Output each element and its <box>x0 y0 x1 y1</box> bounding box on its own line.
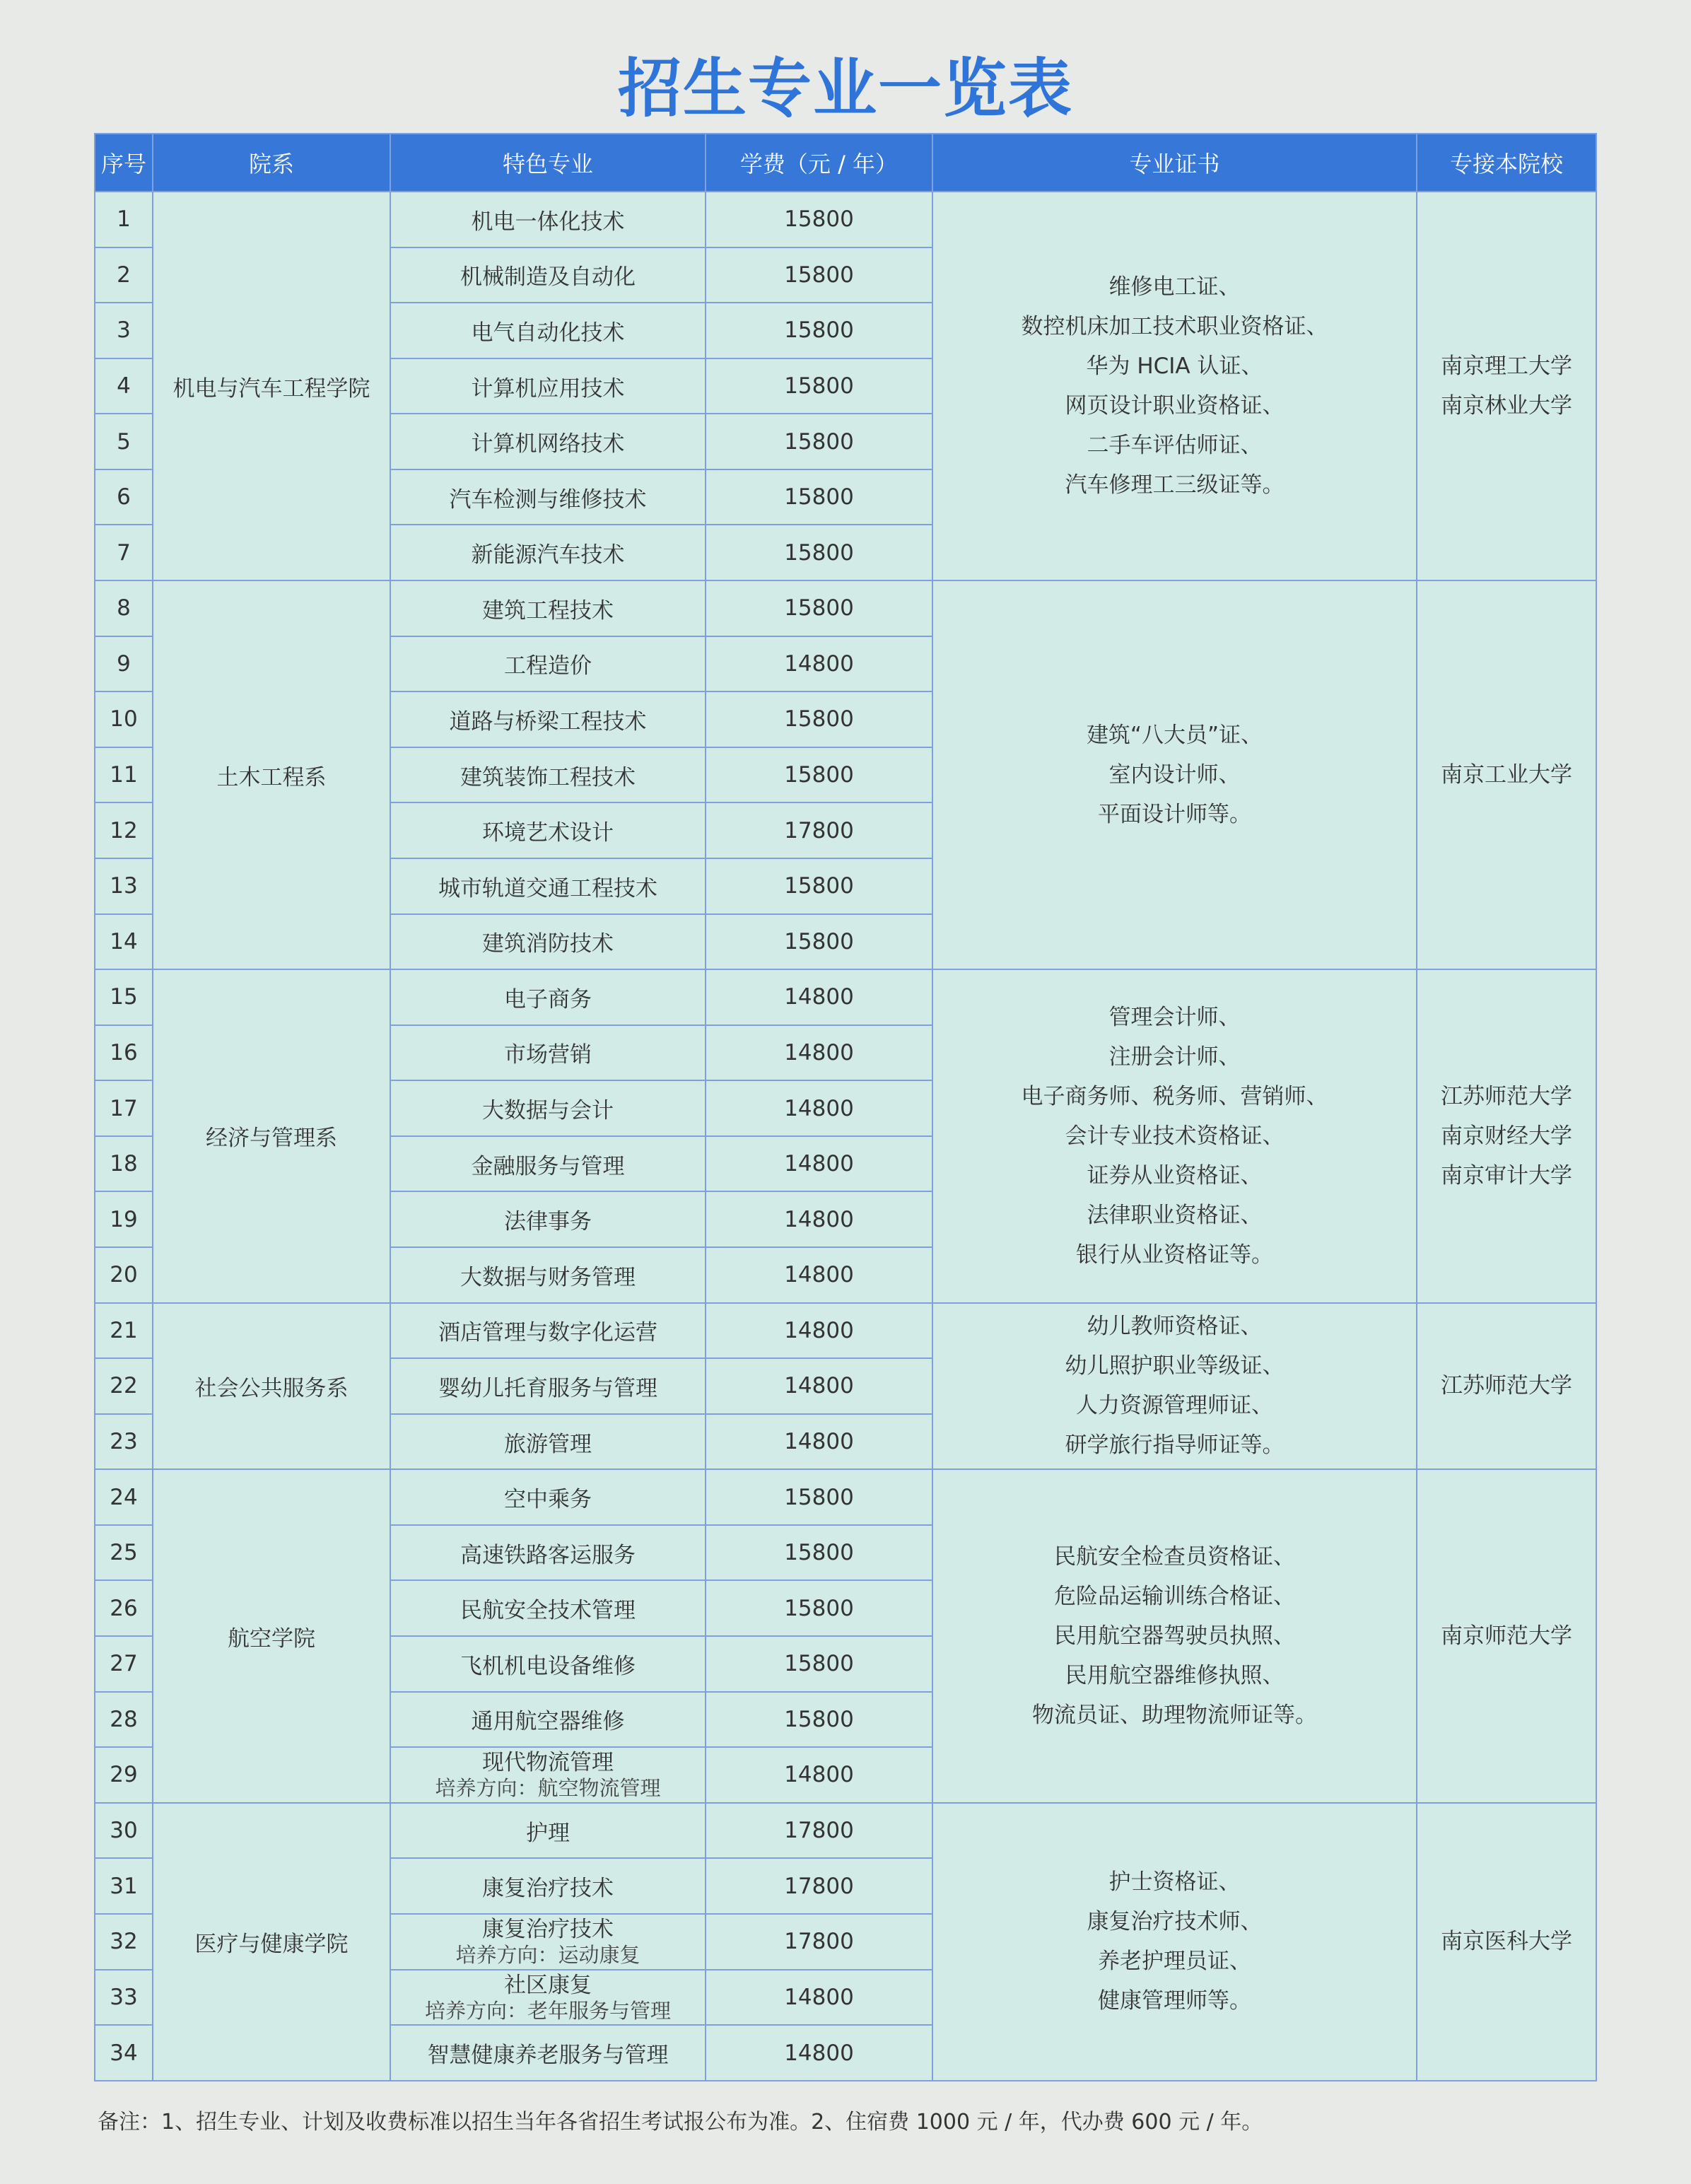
major-cell: 机电一体化技术 <box>390 192 706 247</box>
certificate-line: 研学旅行指导师证等。 <box>1065 1432 1285 1459</box>
university-name: 南京财经大学 <box>1441 1123 1572 1149</box>
fee-cell: 14800 <box>706 1970 932 2026</box>
fee-cell: 15800 <box>706 358 932 414</box>
university-name: 南京审计大学 <box>1441 1162 1572 1189</box>
fee-cell: 15800 <box>706 1580 932 1636</box>
major-cell <box>390 1970 706 2026</box>
certificate-line: 康复治疗技术师、 <box>1087 1909 1263 1935</box>
major-cell: 民航安全技术管理 <box>390 1580 706 1636</box>
major-cell: 智慧健康养老服务与管理 <box>390 2025 706 2081</box>
row-index: 33 <box>95 1970 153 2026</box>
major-cell: 建筑工程技术 <box>390 580 706 636</box>
certificate-line: 二手车评估师证、 <box>1087 433 1263 459</box>
certificate-line: 物流员证、助理物流师证等。 <box>1032 1703 1317 1729</box>
certificates-cell <box>932 1803 1417 2081</box>
university-name: 南京医科大学 <box>1441 1929 1572 1955</box>
header-major: 特色专业 <box>390 134 706 192</box>
row-index: 12 <box>95 802 153 858</box>
page-title: 招生专业一览表 <box>618 51 1073 126</box>
certificate-line: 幼儿照护职业等级证、 <box>1065 1353 1285 1379</box>
major-cell <box>390 1914 706 1970</box>
major-cell: 飞机机电设备维修 <box>390 1636 706 1692</box>
fee-cell: 15800 <box>706 192 932 247</box>
certificate-line: 民航安全检查员资格证、 <box>1054 1544 1295 1570</box>
row-index: 29 <box>95 1747 153 1803</box>
row-index: 19 <box>95 1191 153 1247</box>
certificate-line: 建筑“八大员”证、 <box>1086 723 1263 749</box>
fee-cell: 14800 <box>706 2025 932 2081</box>
row-index: 28 <box>95 1692 153 1748</box>
header-department: 院系 <box>153 134 390 192</box>
table-row <box>95 1803 1596 1859</box>
table-row <box>95 1469 1596 1525</box>
row-index: 25 <box>95 1525 153 1581</box>
row-index: 2 <box>95 247 153 303</box>
major-cell: 旅游管理 <box>390 1414 706 1470</box>
row-index: 9 <box>95 636 153 692</box>
certificate-line: 华为 HCIA 认证、 <box>1086 354 1263 380</box>
header-fee: 学费（元 / 年） <box>706 134 932 192</box>
major-cell: 大数据与财务管理 <box>390 1247 706 1303</box>
row-index: 27 <box>95 1636 153 1692</box>
department-cell: 社会公共服务系 <box>153 1303 390 1470</box>
fee-cell: 17800 <box>706 1858 932 1914</box>
university-name: 南京理工大学 <box>1441 354 1572 380</box>
row-index: 11 <box>95 747 153 803</box>
major-name: 社区康复 <box>504 1972 592 1998</box>
certificate-line: 证券从业资格证、 <box>1087 1162 1263 1189</box>
major-cell: 法律事务 <box>390 1191 706 1247</box>
major-direction: 培养方向：老年服务与管理 <box>424 1998 671 2023</box>
certificate-line: 民用航空器驾驶员执照、 <box>1054 1623 1295 1649</box>
row-index: 30 <box>95 1803 153 1859</box>
table-row <box>95 1303 1596 1359</box>
majors-table-container <box>94 133 1596 2081</box>
table-row <box>95 969 1596 1025</box>
fee-cell: 15800 <box>706 858 932 914</box>
row-index: 3 <box>95 303 153 358</box>
table-header-row <box>95 134 1596 192</box>
fee-cell: 14800 <box>706 969 932 1025</box>
row-index: 6 <box>95 469 153 525</box>
header-certificates: 专业证书 <box>932 134 1417 192</box>
table-row <box>95 192 1596 247</box>
universities-cell <box>1417 192 1596 580</box>
department-cell: 土木工程系 <box>153 580 390 969</box>
fee-cell: 14800 <box>706 1080 932 1136</box>
fee-cell: 15800 <box>706 469 932 525</box>
fee-cell: 14800 <box>706 1025 932 1081</box>
major-cell: 工程造价 <box>390 636 706 692</box>
certificates-cell <box>932 1303 1417 1470</box>
certificate-line: 健康管理师等。 <box>1098 1988 1251 2014</box>
department-cell: 机电与汽车工程学院 <box>153 192 390 580</box>
row-index: 7 <box>95 525 153 580</box>
certificate-line: 数控机床加工技术职业资格证、 <box>1021 314 1328 340</box>
row-index: 5 <box>95 414 153 469</box>
fee-cell: 14800 <box>706 636 932 692</box>
row-index: 15 <box>95 969 153 1025</box>
major-cell: 计算机网络技术 <box>390 414 706 469</box>
certificate-line: 室内设计师、 <box>1108 762 1241 788</box>
majors-table <box>94 133 1597 2081</box>
major-cell: 城市轨道交通工程技术 <box>390 858 706 914</box>
major-cell: 机械制造及自动化 <box>390 247 706 303</box>
fee-cell: 15800 <box>706 1636 932 1692</box>
row-index: 18 <box>95 1136 153 1192</box>
table-row <box>95 580 1596 636</box>
fee-cell: 15800 <box>706 303 932 358</box>
major-cell: 电子商务 <box>390 969 706 1025</box>
certificate-line: 平面设计师等。 <box>1098 802 1251 828</box>
row-index: 17 <box>95 1080 153 1136</box>
certificate-line: 民用航空器维修执照、 <box>1065 1663 1285 1689</box>
major-direction: 培养方向：航空物流管理 <box>435 1776 661 1801</box>
certificate-line: 网页设计职业资格证、 <box>1065 393 1285 419</box>
major-cell: 市场营销 <box>390 1025 706 1081</box>
row-index: 14 <box>95 914 153 970</box>
major-cell: 电气自动化技术 <box>390 303 706 358</box>
fee-cell: 14800 <box>706 1191 932 1247</box>
university-name: 南京师范大学 <box>1441 1623 1572 1649</box>
university-name: 江苏师范大学 <box>1441 1373 1572 1399</box>
fee-cell: 15800 <box>706 1692 932 1748</box>
major-cell: 高速铁路客运服务 <box>390 1525 706 1581</box>
row-index: 31 <box>95 1858 153 1914</box>
certificate-line: 危险品运输训练合格证、 <box>1054 1584 1295 1610</box>
major-cell: 婴幼儿托育服务与管理 <box>390 1358 706 1414</box>
fee-cell: 15800 <box>706 914 932 970</box>
certificate-line: 会计专业技术资格证、 <box>1065 1123 1285 1149</box>
department-cell: 经济与管理系 <box>153 969 390 1302</box>
fee-cell: 17800 <box>706 1803 932 1859</box>
major-direction: 培养方向：运动康复 <box>455 1943 640 1968</box>
fee-cell: 17800 <box>706 802 932 858</box>
major-cell: 酒店管理与数字化运营 <box>390 1303 706 1359</box>
row-index: 32 <box>95 1914 153 1970</box>
department-cell: 医疗与健康学院 <box>153 1803 390 2081</box>
university-name: 南京林业大学 <box>1441 393 1572 419</box>
universities-cell <box>1417 969 1596 1302</box>
row-index: 21 <box>95 1303 153 1359</box>
fee-cell: 14800 <box>706 1747 932 1803</box>
row-index: 22 <box>95 1358 153 1414</box>
certificate-line: 维修电工证、 <box>1108 274 1241 300</box>
certificate-line: 法律职业资格证、 <box>1087 1202 1263 1228</box>
fee-cell: 14800 <box>706 1247 932 1303</box>
major-cell: 计算机应用技术 <box>390 358 706 414</box>
certificates-cell <box>932 580 1417 969</box>
fee-cell: 15800 <box>706 691 932 747</box>
universities-cell <box>1417 1803 1596 2081</box>
major-cell: 通用航空器维修 <box>390 1692 706 1748</box>
row-index: 24 <box>95 1469 153 1525</box>
certificate-line: 汽车修理工三级证等。 <box>1065 472 1285 498</box>
certificate-line: 养老护理员证、 <box>1098 1949 1251 1975</box>
certificates-cell <box>932 969 1417 1302</box>
row-index: 8 <box>95 580 153 636</box>
major-name: 现代物流管理 <box>482 1750 614 1776</box>
row-index: 26 <box>95 1580 153 1636</box>
fee-cell: 15800 <box>706 247 932 303</box>
major-cell: 金融服务与管理 <box>390 1136 706 1192</box>
row-index: 34 <box>95 2025 153 2081</box>
major-cell: 大数据与会计 <box>390 1080 706 1136</box>
major-cell: 康复治疗技术 <box>390 1858 706 1914</box>
fee-cell: 15800 <box>706 414 932 469</box>
fee-cell: 14800 <box>706 1136 932 1192</box>
fee-cell: 15800 <box>706 1469 932 1525</box>
row-index: 16 <box>95 1025 153 1081</box>
major-cell: 建筑消防技术 <box>390 914 706 970</box>
certificate-line: 注册会计师、 <box>1108 1044 1241 1070</box>
row-index: 1 <box>95 192 153 247</box>
row-index: 10 <box>95 691 153 747</box>
fee-cell: 14800 <box>706 1414 932 1470</box>
fee-cell: 14800 <box>706 1303 932 1359</box>
fee-cell: 15800 <box>706 525 932 580</box>
major-cell: 环境艺术设计 <box>390 802 706 858</box>
certificates-cell <box>932 1469 1417 1802</box>
row-index: 4 <box>95 358 153 414</box>
certificate-line: 人力资源管理师证、 <box>1076 1393 1273 1419</box>
university-name: 南京工业大学 <box>1441 762 1572 788</box>
department-cell: 航空学院 <box>153 1469 390 1802</box>
certificate-line: 银行从业资格证等。 <box>1076 1242 1273 1268</box>
fee-cell: 15800 <box>706 747 932 803</box>
major-cell: 建筑装饰工程技术 <box>390 747 706 803</box>
fee-cell: 15800 <box>706 580 932 636</box>
major-cell: 汽车检测与维修技术 <box>390 469 706 525</box>
major-cell: 护理 <box>390 1803 706 1859</box>
major-name: 康复治疗技术 <box>482 1917 614 1943</box>
certificates-cell <box>932 192 1417 580</box>
row-index: 23 <box>95 1414 153 1470</box>
universities-cell <box>1417 1469 1596 1802</box>
universities-cell <box>1417 1303 1596 1470</box>
row-index: 20 <box>95 1247 153 1303</box>
certificate-line: 护士资格证、 <box>1108 1869 1241 1896</box>
fee-cell: 17800 <box>706 1914 932 1970</box>
footnote: 备注：1、招生专业、计划及收费标准以招生当年各省招生考试报公布为准。2、住宿费 1000 元 / 年，代办费 600 元 / 年。 <box>98 2110 1263 2135</box>
major-cell: 空中乘务 <box>390 1469 706 1525</box>
certificate-line: 电子商务师、税务师、营销师、 <box>1021 1083 1328 1109</box>
university-name: 江苏师范大学 <box>1441 1083 1572 1109</box>
header-universities: 专接本院校 <box>1417 134 1596 192</box>
table-body <box>95 192 1596 2081</box>
fee-cell: 15800 <box>706 1525 932 1581</box>
major-cell <box>390 1747 706 1803</box>
certificate-line: 管理会计师、 <box>1108 1004 1241 1030</box>
row-index: 13 <box>95 858 153 914</box>
header-index: 序号 <box>95 134 153 192</box>
fee-cell: 14800 <box>706 1358 932 1414</box>
universities-cell <box>1417 580 1596 969</box>
certificate-line: 幼儿教师资格证、 <box>1087 1314 1263 1340</box>
major-cell: 道路与桥梁工程技术 <box>390 691 706 747</box>
major-cell: 新能源汽车技术 <box>390 525 706 580</box>
